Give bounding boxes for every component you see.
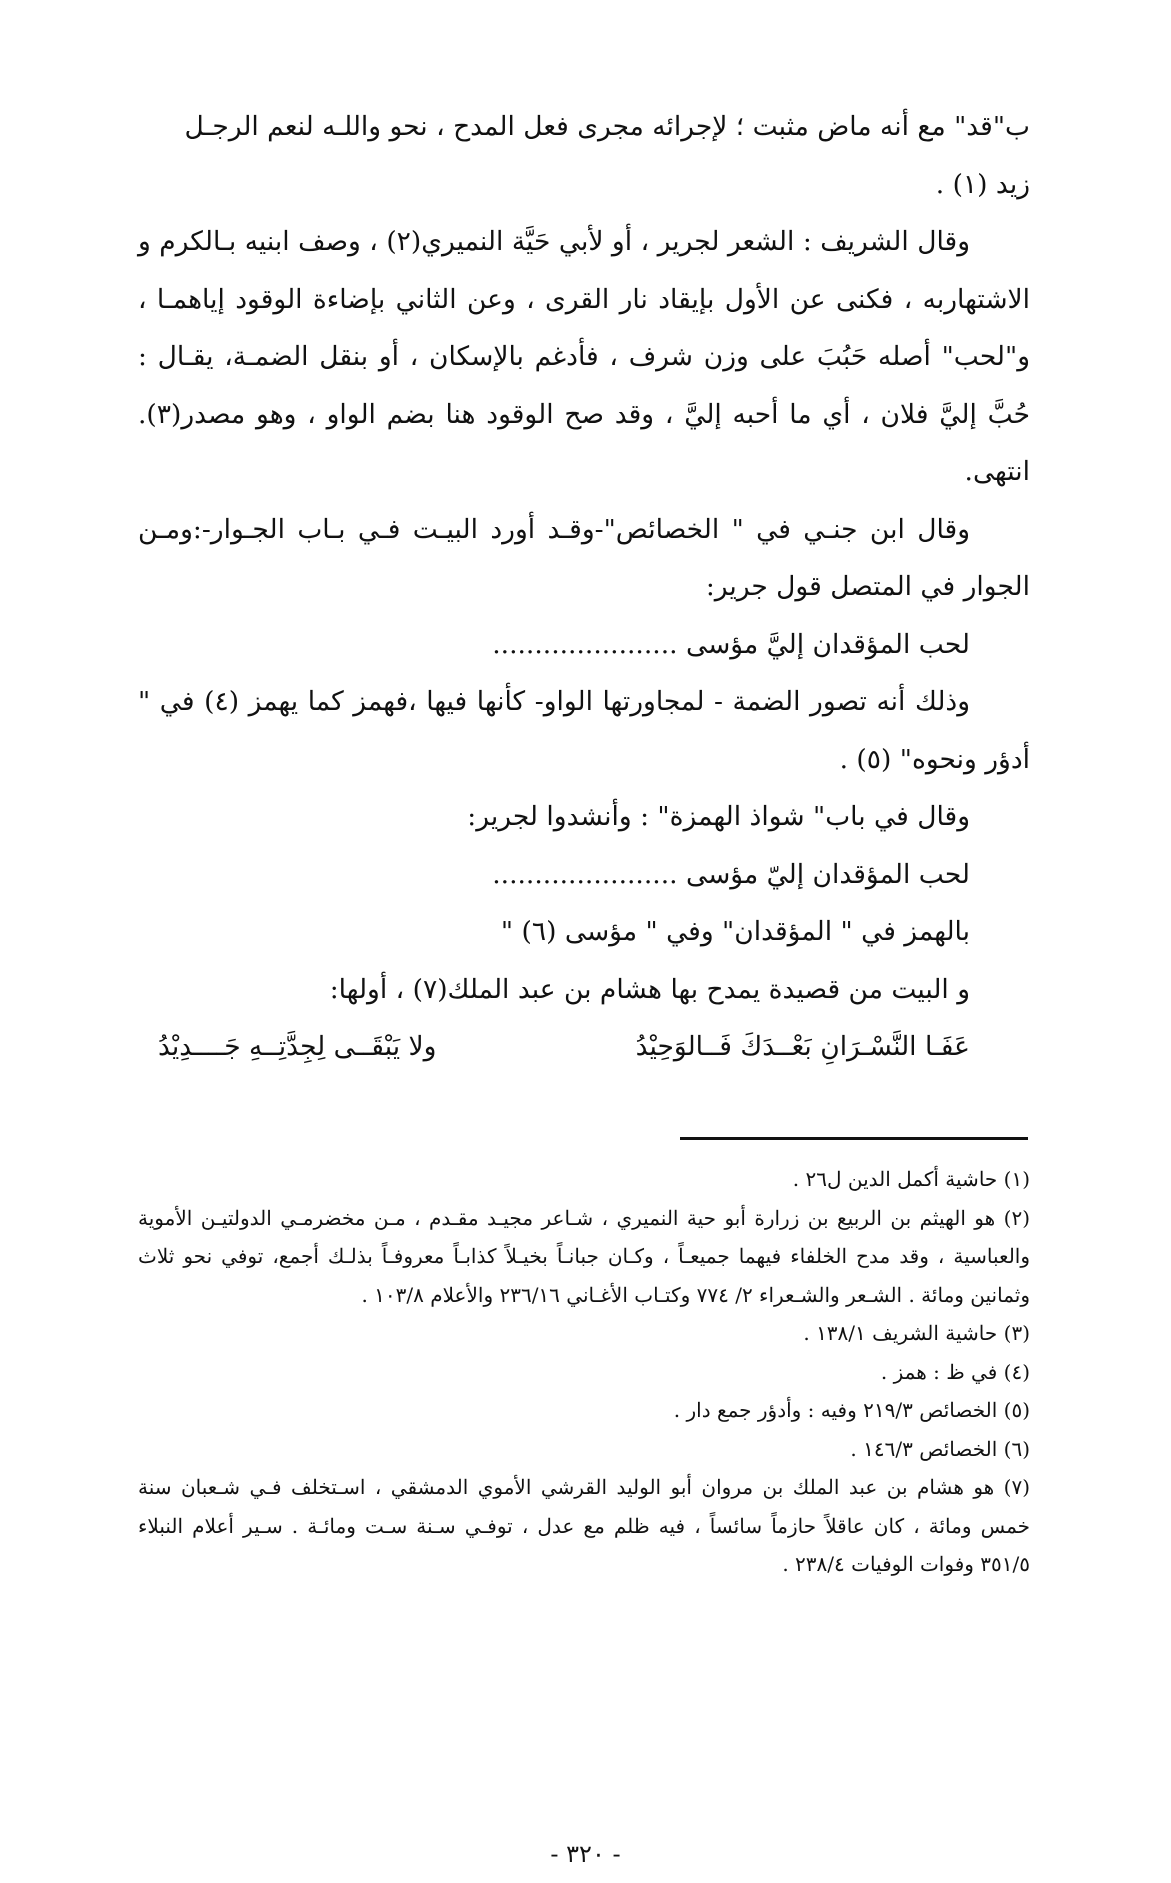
verse-second-hemistich: ولا يَبْقَــى لِجِدَّتِــهِ جَــــدِيْدُ (158, 1031, 437, 1062)
paragraph-2: وقال الشريف : الشعر لجرير ، أو لأبي حَيَّة النميري(٢) ، وصف ابنيه بـالكرم و الاشتهاربه ، فكنى عن الأول بإيقاد نار القرى ، وعن الثاني بإضاءة الوقود إياهمـا ، و"لحب" أصله حَبُبَ على وزن شرف ، فأدغم بالإسكان ، أو بنقل الضمـة، يقـال : حُبَّ إليَّ فلان ، أي ما أحبه إليَّ ، وقد صح الوقود هنا بضم الواو ، وهو مصدر(٣). انتهى. (138, 226, 1030, 487)
page-number: - ٣٢٠ - (550, 1840, 621, 1868)
main-text (138, 98, 1030, 1076)
footnote-2: (٢) هو الهيثم بن الربيع بن زرارة أبو حية النميري ، شـاعر مجيـد مقـدم ، مـن مخضرمـي الدولتيـن الأموية والعباسية ، وقد مدح الخلفاء فيهما جميعـاً ، وكـان جبانـاً بخيـلاً كذابـاً معروفـاً بذلـك أجمع، توفي نحو ثلاث وثمانين ومائة . الشـعر والشـعراء ٢/ ٧٧٤ وكتـاب الأغـاني ٢٣٦/١٦ والأعلام ١٠٣/٨ . (138, 1205, 1030, 1307)
footnote-4: (٤) في ظ : همز . (880, 1359, 1030, 1384)
paragraph-1-line-2: زيد (١) . (935, 168, 1030, 200)
footnote-3: (٣) حاشية الشريف ١٣٨/١ . (803, 1321, 1030, 1345)
footnote-5: (٥) الخصائص ٢١٩/٣ وفيه : وأدؤر جمع دار . (673, 1398, 1030, 1422)
footnote-6: (٦) الخصائص ١٤٦/٣ . (850, 1436, 1030, 1461)
paragraph-3: وقال ابن جنـي في " الخصائص"-وقـد أورد البيـت فـي بـاب الجـوار-:ومـن الجوار في المتصل قول جرير: (138, 513, 1030, 602)
verse-first-hemistich: عَفَـا النَّسْـرَانِ بَعْــدَكَ فَــالوَحِيْدُ (635, 1031, 970, 1062)
footnotes (138, 1160, 1030, 1584)
paragraph-4: وذلك أنه تصور الضمة - لمجاورتها الواو- كأنها فيها ،فهمز كما يهمز (٤) في " أدؤر ونحوه" (٥) . (138, 686, 1030, 775)
paragraph-6: بالهمز في " المؤقدان" وفي " مؤسى (٦) " (500, 916, 970, 947)
poem-verse (138, 1018, 1030, 1076)
footnote-7: (٧) هو هشام بن عبد الملك بن مروان أبو الوليد القرشي الأموي الدمشقي ، اسـتخلف فـي شـعبان سنة خمس ومائة ، كان عاقلاً حازماً سائساً ، فيه ظلم مع عدل ، توفـي سـنة سـت ومائـة . سـير أعلام النبلاء ٣٥١/٥ وفوات الوفيات ٢٣٨/٤ . (138, 1475, 1030, 1576)
quoted-hemistich-1: لحب المؤقدان إليَّ مؤسى ...................... (492, 628, 970, 660)
quoted-hemistich-2: لحب المؤقدان إليّ مؤسى ...................... (492, 858, 970, 890)
footnote-1: (١) حاشية أكمل الدين ل٢٦ . (792, 1167, 1030, 1191)
paragraph-7: و البيت من قصيدة يمدح بها هشام بن عبد الملك(٧) ، أولها: (329, 973, 970, 1005)
footnote-separator (680, 1137, 1028, 1140)
paragraph-1-line-1: ب"قد" مع أنه ماض مثبت ؛ لإجرائه مجرى فعل المدح ، نحو واللـه لنعم الرجـل (184, 111, 1030, 142)
paragraph-5: وقال في باب" شواذ الهمزة" : وأنشدوا لجرير: (467, 801, 970, 832)
